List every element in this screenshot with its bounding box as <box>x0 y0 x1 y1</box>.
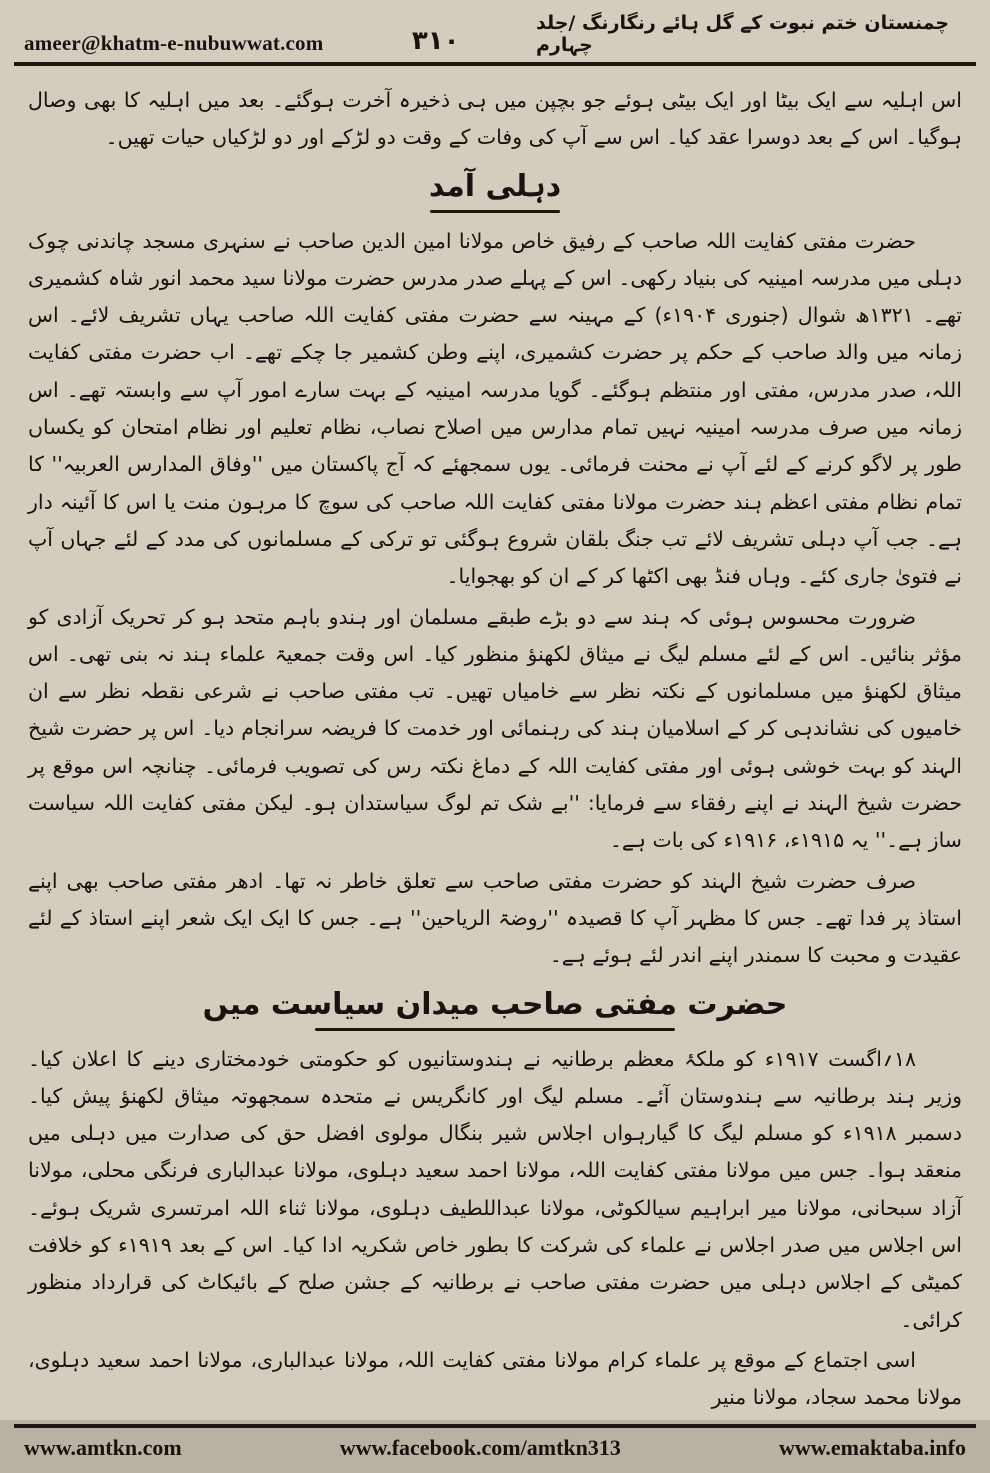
body-paragraph: اسی اجتماع کے موقع پر علماء کرام مولانا مفتی کفایت اللہ، مولانا عبدالباری، مولانا احمد سعید دہلوی، مولانا محمد سجاد، مولانا منیر <box>28 1347 962 1410</box>
heading-flourish <box>315 1028 675 1031</box>
body-paragraph: صرف حضرت شیخ الہند کو حضرت مفتی صاحب سے تعلق خاطر نہ تھا۔ ادھر مفتی صاحب بھی اپنے استاذ پر فدا تھے۔ جس کا مظہر آپ کا قصیدہ ''روضۃ الریاحین'' ہے۔ جس کا ایک ایک شعر اپنے استاذ کے لئے عقیدت و محبت کا سمندر اپنے اندر لئے ہوئے ہے۔ <box>28 868 962 968</box>
book-title: چمنستان ختم نبوت کے گل ہائے رنگارنگ /جلد چہارم <box>536 12 950 56</box>
footer-url-emaktaba: www.emaktaba.info <box>778 1434 966 1460</box>
page-body <box>0 66 990 1424</box>
body-paragraph: ۱۸؍اگست ۱۹۱۷ء کو ملکۂ معظم برطانیہ نے ہندوستانیوں کو حکومتی خودمختاری دینے کا اعلان کیا۔ وزیر ہند برطانیہ سے ہندوستان آئے۔ مسلم لیگ اور کانگریس نے متحدہ سمجھوتہ میثاق لکھنؤ پیش کیا۔ دسمبر ۱۹۱۸ء کو مسلم لیگ کا گیارہواں اجلاس شیر بنگال مولوی افضل حق کی صدارت میں دہلی میں منعقد ہوا۔ جس میں مولانا مفتی کفایت اللہ، مولانا احمد سعید دہلوی، مولانا عبدالباری فرنگی محلی، مولانا آزاد سبحانی، مولانا میر ابراہیم سیالکوٹی، مولانا عبداللطیف دہلوی، مولانا ثناء اللہ امرتسری شریک ہوئے۔ اس اجلاس میں صدر اجلاس نے علماء کی شرکت کا بطور خاص شکریہ ادا کیا۔ اس کے بعد ۱۹۱۹ء کو خلافت کمیٹی کے اجلاس دہلی میں حضرت مفتی صاحب نے برطانیہ کے جشن صلح کے بائیکاٹ کی قرارداد منظور کرائی۔ <box>28 1046 962 1332</box>
page-number: ۳۱۰ <box>411 26 460 56</box>
section-heading-delhi-arrival: دہلی آمد <box>428 168 562 204</box>
page-header <box>0 0 990 62</box>
section-heading-politics: حضرت مفتی صاحب میدان سیاست میں <box>202 986 788 1022</box>
footer-url-amtkn: www.amtkn.com <box>24 1434 182 1460</box>
page-footer <box>0 1428 990 1473</box>
body-paragraph: حضرت مفتی کفایت اللہ صاحب کے رفیق خاص مولانا امین الدین صاحب نے سنہری مسجد چاندنی چوک دہلی میں مدرسہ امینیہ کی بنیاد رکھی۔ اس کے پہلے صدر مدرس حضرت مولانا سید محمد انور شاہ کشمیری تھے۔ ۱۳۲۱ھ شوال (جنوری ۱۹۰۴ء) کے مہینہ سے حضرت مفتی کفایت اللہ صاحب یہاں تشریف لائے۔ اس زمانہ میں والد صاحب کے حکم پر حضرت کشمیری، اپنے وطن کشمیر جا چکے تھے۔ اب حضرت مفتی کفایت اللہ، صدر مدرس، مفتی اور منتظم ہوگئے۔ گویا مدرسہ امینیہ کے بہت سارے امور آپ سے وابستہ تھے۔ اس زمانہ میں صرف مدرسہ امینیہ نہیں تمام مدارس میں اصلاح نصاب، نظام تعلیم اور نظام امتحان کو یکساں طور پر لاگو کرنے کے لئے آپ نے محنت فرمائی۔ یوں سمجھئے کہ آج پاکستان میں ''وفاق المدارس العربیہ'' کا تمام نظام مفتی اعظم ہند حضرت مولانا مفتی کفایت اللہ صاحب کی سوچ کا مرہون منت یا اس کا آئینہ دار ہے۔ جب آپ دہلی تشریف لائے تب جنگ بلقان شروع ہوگئی تو ترکی کے مسلمانوں کی مدد کے لئے جہاں آپ نے فتویٰ جاری کئے۔ وہاں فنڈ بھی اکٹھا کر کے ان کو بھجوایا۔ <box>28 228 962 589</box>
footer-url-facebook: www.facebook.com/amtkn313 <box>339 1434 621 1460</box>
body-paragraph: اس اہلیہ سے ایک بیٹا اور ایک بیٹی ہوئے جو بچپن میں ہی ذخیرہ آخرت ہوگئے۔ بعد میں اہلیہ کا بھی وصال ہوگیا۔ اس کے بعد دوسرا عقد کیا۔ اس سے آپ کی وفات کے وقت دو لڑکے اور دو لڑکیاں حیات تھیں۔ <box>28 88 962 150</box>
header-email: ameer@khatm-e-nubuwwat.com <box>24 31 324 55</box>
body-paragraph: ضرورت محسوس ہوئی کہ ہند سے دو بڑے طبقے مسلمان اور ہندو باہم متحد ہو کر تحریک آزادی کو مؤثر بنائیں۔ اس کے لئے مسلم لیگ نے میثاق لکھنؤ منظور کیا۔ اس وقت جمعیۃ علماء ہند نہ بنی تھی۔ اس میثاق لکھنؤ میں مسلمانوں کے نکتہ نظر سے خامیاں تھیں۔ تب مفتی صاحب نے شرعی نقطہ نظر سے ان خامیوں کی نشاندہی کر کے اسلامیان ہند کی رہنمائی اور خدمت کا فریضہ سرانجام دیا۔ اس پر حضرت شیخ الہند کو بہت خوشی ہوئی اور مفتی کفایت اللہ کے دماغ نکتہ رس کی تصویب فرمائی۔ چنانچہ اس موقع پر حضرت شیخ الہند نے اپنے رفقاء سے فرمایا: ''بے شک تم لوگ سیاستدان ہو۔ لیکن مفتی کفایت اللہ سیاست ساز ہے۔'' یہ ۱۹۱۵ء، ۱۹۱۶ء کی بات ہے۔ <box>28 604 962 853</box>
heading-flourish <box>430 210 560 213</box>
